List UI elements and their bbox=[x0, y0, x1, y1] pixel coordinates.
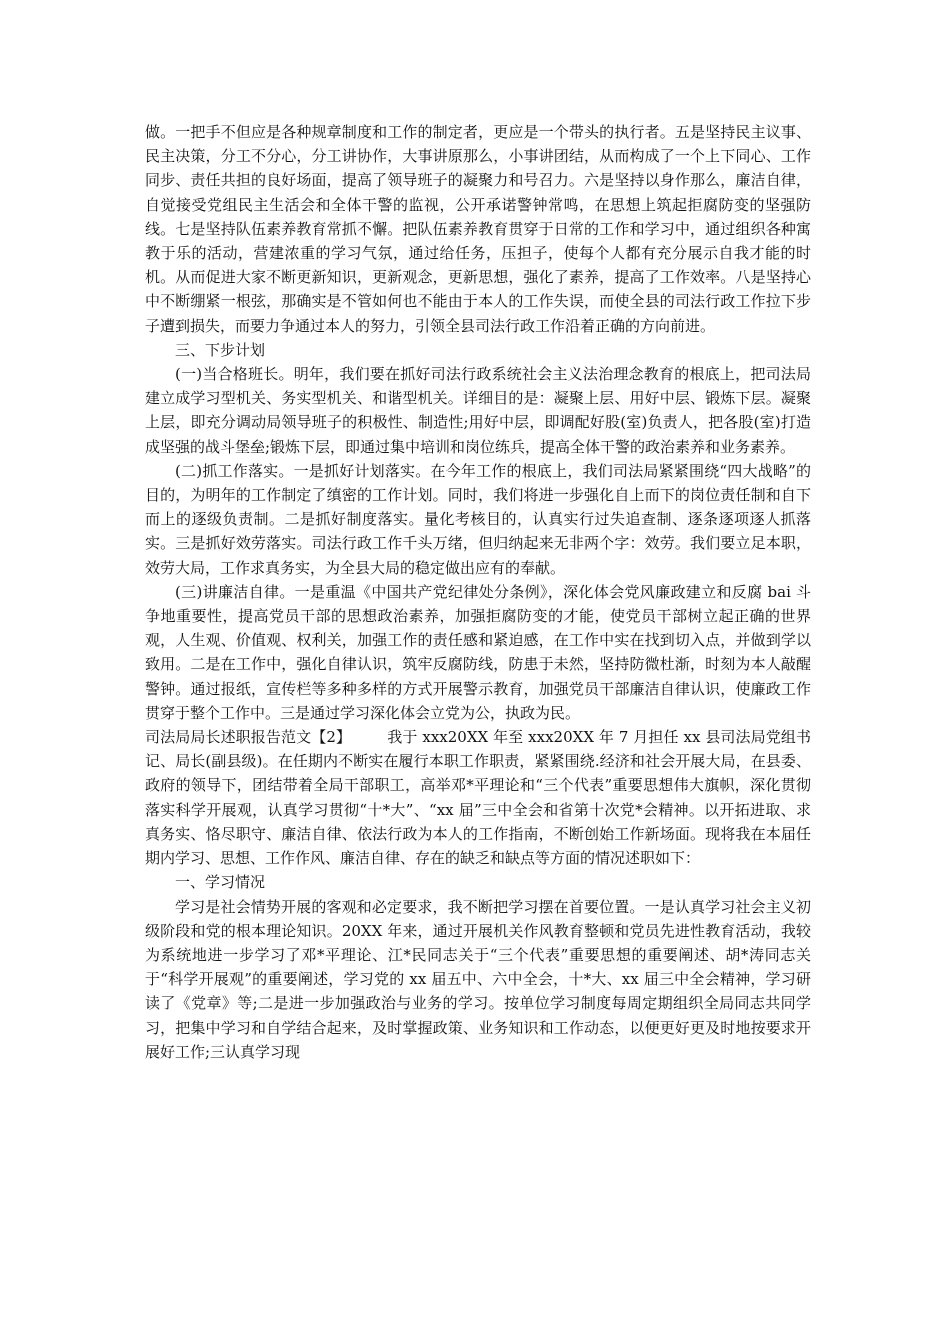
section-2-block bbox=[145, 725, 811, 870]
heading-study: 一、学习情况 bbox=[175, 873, 266, 892]
section-2-title: 司法局局长述职报告范文【2】 bbox=[145, 728, 352, 747]
paragraph-leadership-summary: 做。一把手不但应是各种规章制度和工作的制定者，更应是一个带头的执行者。五是坚持民主议事、民主决策，分工不分心，分工讲协作，大事讲原那么，小事讲团结，从而构成了一个上下同心、工作同步、责任共担的良好场面，提高了领导班子的凝聚力和号召力。六是坚持以身作那么，廉洁自律，自觉接受党组民主生活会和全体干警的监视，公开承诺警钟常鸣，在思想上筑起拒腐防变的坚强防线。七是坚持队伍素养教育常抓不懈。把队伍素养教育贯穿于日常的工作和学习中，通过组织各种寓教于乐的活动，营建浓重的学习气氛，通过给任务，压担子，使每个人都有充分展示自我才能的时机。从而促进大家不断更新知识，更新观念，更新思想，强化了素养，提高了工作效率。八是坚持心中不断绷紧一根弦，那确实是不管如何也不能由于本人的工作失误，而使全县的司法行政工作拉下步子遭到损失，而要力争通过本人的努力，引领全县司法行政工作沿着正确的方向前进。 bbox=[145, 123, 811, 335]
paragraph-plan-1: (一)当合格班长。明年，我们要在抓好司法行政系统社会主义法治理念教育的根底上，把司法局建立成学习型机关、务实型机关、和谐型机关。详细目的是：凝聚上层、用好中层、锻炼下层。凝聚上层，即充分调动局领导班子的积极性、制造性;用好中层，即调配好股(室)负责人，把各股(室)打造成坚强的战斗堡垒;锻炼下层，即通过集中培训和岗位练兵，提高全体干警的政治素养和业务素养。 bbox=[145, 365, 811, 456]
document-page bbox=[145, 120, 811, 1064]
paragraph-study: 学习是社会情势开展的客观和必定要求，我不断把学习摆在首要位置。一是认真学习社会主义初级阶段和党的根本理论知识。20XX 年来，通过开展机关作风教育整顿和党员先进性教育活动，我较为系统地进一步学习了邓*平理论、江*民同志关于“三个代表”重要思想的重要阐述、胡*涛同志关于“科学开展观”的重要阐述，学习党的 xx 届五中、六中全会，十*大、xx 届三中全会精神，学习研读了《党章》等;二是进一步加强政治与业务的学习。按单位学习制度每周定期组织全局同志共同学习，把集中学习和自学结合起来，及时掌握政策、业务知识和工作动态，以便更好更及时地按要求开展好工作;三认真学习现 bbox=[145, 897, 811, 1061]
paragraph-plan-3: (三)讲廉洁自律。一是重温《中国共产党纪律处分条例》，深化体会党风廉政建立和反腐 bai 斗争地重要性，提高党员干部的思想政治素养，加强拒腐防变的才能，使党员干部树立起正确的世界观，人生观、价值观、权利关，加强工作的责任感和紧迫感，在工作中实在找到切入点，并做到学以致用。二是在工作中，强化自律认识，筑牢反腐防线，防患于未然，坚持防微杜渐，时刻为本人敲醒警钟。通过报纸，宣传栏等多种多样的方式开展警示教育，加强党员干部廉洁自律认识，使廉政工作贯穿于整个工作中。三是通过学习深化体会立党为公，执政为民。 bbox=[145, 582, 811, 722]
heading-next-plan: 三、下步计划 bbox=[175, 340, 266, 359]
paragraph-plan-2: (二)抓工作落实。一是抓好计划落实。在今年工作的根底上，我们司法局紧紧围绕“四大战略”的目的，为明年的工作制定了缜密的工作计划。同时，我们将进一步强化自上而下的岗位责任制和自下而上的逐级负责制。二是抓好制度落实。量化考核目的，认真实行过失追查制、逐条逐项逐人抓落实。三是抓好效劳落实。司法行政工作千头万绪，但归纳起来无非两个字：效劳。我们要立足本职，效劳大局，工作求真务实，为全县大局的稳定做出应有的奉献。 bbox=[145, 461, 811, 577]
paragraph-duty-intro: 我于 xxx20XX 年至 xxx20XX 年 7 月担任 xx 县司法局党组书记、局长(副县级)。在任期内不断实在履行本职工作职责，紧紧围绕.经济和社会开展大局，在县委、政府的领导下，团结带着全局干部职工，高举邓*平理论和“三个代表”重要思想伟大旗帜，深化贯彻落实科学开展观，认真学习贯彻“十*大”、“xx 届”三中全会和省第十次党*会精神。以开拓进取、求真务实、恪尽职守、廉洁自律、依法行政为本人的工作指南，不断创始工作新场面。现将我在本届任期内学习、思想、工作作风、廉洁自律、存在的缺乏和缺点等方面的情况述职如下： bbox=[145, 728, 811, 868]
